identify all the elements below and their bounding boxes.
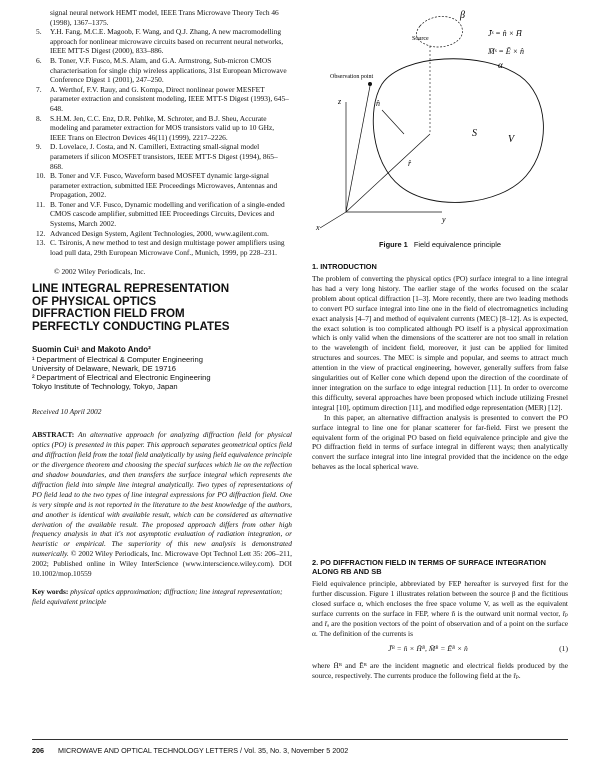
reference-item: 11. B. Toner and V.F. Fusco, Dynamic modelling and verification of a single-ended CMOS cascode amplifier, submitted IEE Proceedings Circuits, Devices and Systems, March 2002.: [36, 199, 285, 229]
abstract: [32, 430, 292, 579]
label-r: r̂: [408, 159, 412, 168]
equation-1: [312, 644, 568, 653]
affiliation: ² Department of Electrical and Electronic Engineering: [32, 373, 211, 383]
keywords-label: Key words:: [32, 586, 69, 596]
keywords: [32, 587, 292, 607]
page-number: 206: [32, 746, 44, 755]
reference-item: 7. A. Werthof, F.V. Rauy, and G. Kompa, Direct nonlinear power MESFET parameter extraction and consistent modeling, IEEE MTT-S Digest (1993), 645–648.: [36, 84, 289, 113]
section-2: [312, 558, 568, 681]
received-date: Received 10 April 2002: [32, 407, 102, 417]
observation-point: [368, 82, 372, 86]
affiliation: Tokyo Institute of Technology, Tokyo, Japan: [32, 382, 178, 392]
paragraph: Field equivalence principle, abbreviated by FEP hereafter is surveyed first for the further discussion. Figure 1 illustrates relation between the source β and the fictitious closed surface α, which encloses the free space volume V, as well as the equivalent surface currents on the surface in FEP, where n̂ is the outward unit normal vector, r̄ₚ and r̄ₐ are the position vectors of the point of observation and of a point on the surface α. The definition of the currents is: [312, 579, 568, 638]
figure-caption-label: Figure 1: [379, 240, 408, 249]
article-title-line: OF PHYSICAL OPTICS: [32, 294, 157, 308]
article-title-line: PERFECTLY CONDUCTING PLATES: [32, 319, 230, 333]
label-beta: β: [460, 10, 465, 21]
reference-item: 9. D. Lovelace, J. Costa, and N. Camilleri, Extracting small-signal model parameters if silicon MOSFET transistors, IEEE MTT-S Digest (1994), 865–868.: [36, 142, 278, 171]
reference-item: 10. B. Toner and V.F. Fusco, Waveform based MOSFET dynamic large-signal parameter extraction, submitted IEE Proceedings Microwaves, Antennas and Propagation, 2002.: [36, 171, 278, 200]
label-S: S: [472, 128, 477, 139]
article-header: [32, 283, 292, 607]
abstract-label: ABSTRACT:: [32, 430, 75, 440]
affiliation: University of Delaware, Newark, DE 19716: [32, 364, 176, 374]
label-m-current: M̄ˢ = Ē × n̂: [488, 47, 525, 56]
figure-caption-text: Field equivalence principle: [413, 240, 501, 249]
reference-item: signal neural network HEMT model, IEEE Trans Microwave Theory Tech 46 (1998), 1367–1375.: [50, 8, 279, 27]
section-heading: 1. INTRODUCTION: [312, 262, 377, 271]
abstract-citation: © 2002 Wiley Periodicals, Inc. Microwave Opt Technol Lett 35: 206–211, 2002; Published online in Wiley InterScience (www.interscience.wiley.com). DOI 10.1002/mop.10559: [32, 549, 292, 579]
paragraph: where H̄ᴮ and Ēᴮ are the incident magnetic and electrical fields produced by the source, respectively. The currents produce the following field at the r̄ₚ.: [312, 661, 568, 681]
reference-item: 8. S.H.M. Jen, C.C. Enz, D.R. Pehlke, M. Schroter, and B.J. Sheu, Accurate modeling and parameter extraction for MOS transistors valid up to 10 GHz, IEEE Trans on Electron Devices 46(11) (1999), 2217–2226.: [36, 113, 275, 142]
closed-surface-alpha: [373, 59, 543, 203]
label-source: Source: [412, 36, 429, 42]
article-title-line: LINE INTEGRAL REPRESENTATION: [32, 282, 230, 295]
label-j-current: J̄ˢ = n̂ × H̄: [488, 29, 522, 38]
x-axis: [320, 212, 346, 228]
journal-info: MICROWAVE AND OPTICAL TECHNOLOGY LETTERS / Vol. 35, No. 3, November 5 2002: [58, 746, 349, 755]
figure-caption: [312, 240, 568, 249]
abstract-text: An alternative approach for analyzing diffraction field for physical optics (PO) is presented in this paper. This approach separates geometrical optics field and diffraction field from the total field analytically by using field equivalence principle or the divergence theorem and choosing the special surfaces which lie on the reflection and shadow boundaries, and then transfers the surface integral which represents the diffraction field into simple line integral analytically. Two types of representations of PO field lead to the two types of line integral expressions for PO diffraction field. One is very simple and is not reported in the literature to the best knowledge of the authors, and another is identical with available result, which can be considered as alternative derivation of the available result. The proposed approach differs from other high frequency analysis in that it's not asymptotic evaluation of radiation integration, or heuristic or empirical. The superiority of this new analysis is demonstrated numerically.: [32, 430, 292, 559]
reference-item: 13. C. Tsironis, A new method to test and design multistage power amplifiers using load pull data, 29th European Microwave Conf., Munich, 1999, pp 228–231.: [36, 238, 285, 257]
author-names: Suomin Cui¹ and Makoto Ando²: [32, 345, 151, 355]
label-alpha: α: [498, 60, 503, 70]
section-heading: 2. PO DIFFRACTION FIELD IN TERMS OF SURFACE INTEGRATION ALONG RB AND SB: [312, 558, 546, 576]
article-title-line: DIFFRACTION FIELD FROM: [32, 307, 185, 321]
label-x: x: [316, 223, 320, 232]
reference-item: 6. B. Toner, V.F. Fusco, M.S. Alam, and G.A. Armstrong, Sub-micron CMOS characterisation for single chip wireless applications, 31st European Microwave Conference Digest 1 (2001), 247–250.: [36, 55, 287, 85]
label-observation: Observation point: [330, 74, 374, 80]
equation-number: (1): [559, 644, 568, 654]
footer-rule: [32, 739, 568, 740]
paragraph: The problem of converting the physical optics (PO) surface integral to a line integral has had a very long history. The earlier stage of the works focused on the scalar problem about optical diffraction [1–3]. More recently, there are two leading methods to convert PO surface integral into line one in the field of electromagnetics including exact analysis [4–7] and method of equivalent currents (MEC) [8–12]. As is expected, the exact solution is too complicated although PO itself is a physical approximation which is only valid when the dimensions of the scatterer are not too small in relation to the wavelength of incident field, moreover, it just can be applied for limited structures and sources. The MEC is simple and popular, and seems to attract much attention in the view of practical engineering, however, generally suffers from false singularities out of Keller cone which depend upon the direction of the coordinate of inner integration on the surface to edge integral reduction [11]. In order to overcome this difficulty, several approaches have been proposed which include utilizing Fresnel integral [10], optimum direction [11], and modified edge representation (MER) [12].: [312, 274, 568, 412]
affiliation: ¹ Department of Electrical & Computer Engineering: [32, 355, 203, 365]
copyright-notice: © 2002 Wiley Periodicals, Inc.: [54, 267, 146, 277]
label-V: V: [508, 134, 515, 145]
normal-vector: [382, 110, 404, 134]
reference-list: [32, 8, 290, 277]
paragraph: In this paper, an alternative diffraction analysis is presented to convert the PO surface integral to line one for planar scatterer for far-field. First we present the equivalent form of the original PO based on field equivalence principle and give the PO diffraction field in terms of surface integral in different ways; then analytically convert the surface integral into line integral provided that the incidence on the edge behaves as the local spherical wave.: [312, 412, 568, 472]
label-normal: n̂: [376, 99, 380, 108]
label-y: y: [442, 215, 446, 224]
author-block: [32, 345, 292, 391]
label-z: z: [338, 97, 342, 106]
figure-diagram: [312, 6, 568, 232]
source-region-beta: [416, 16, 462, 47]
reference-item: 12. Advanced Design System, Agilent Technologies, 2000, www.agilent.com.: [36, 228, 269, 238]
equation-expression: J̄ᴮ = n̂ × H̄ᴮ, M̄ᴮ = Ēᴮ × n̂: [388, 644, 468, 654]
reference-item: 5. Y.H. Fang, M.C.E. Magoob, F. Wang, and Q.J. Zhang, A new macromodelling approach for nonlinear microwave circuits based on recurrent neural networks, IEEE MTT-S Digest (2000), 833–886.: [36, 27, 284, 56]
introduction-section: [312, 262, 568, 472]
keywords-text: physical optics approximation; diffraction; line integral representation; field equivalent principle: [32, 586, 283, 606]
